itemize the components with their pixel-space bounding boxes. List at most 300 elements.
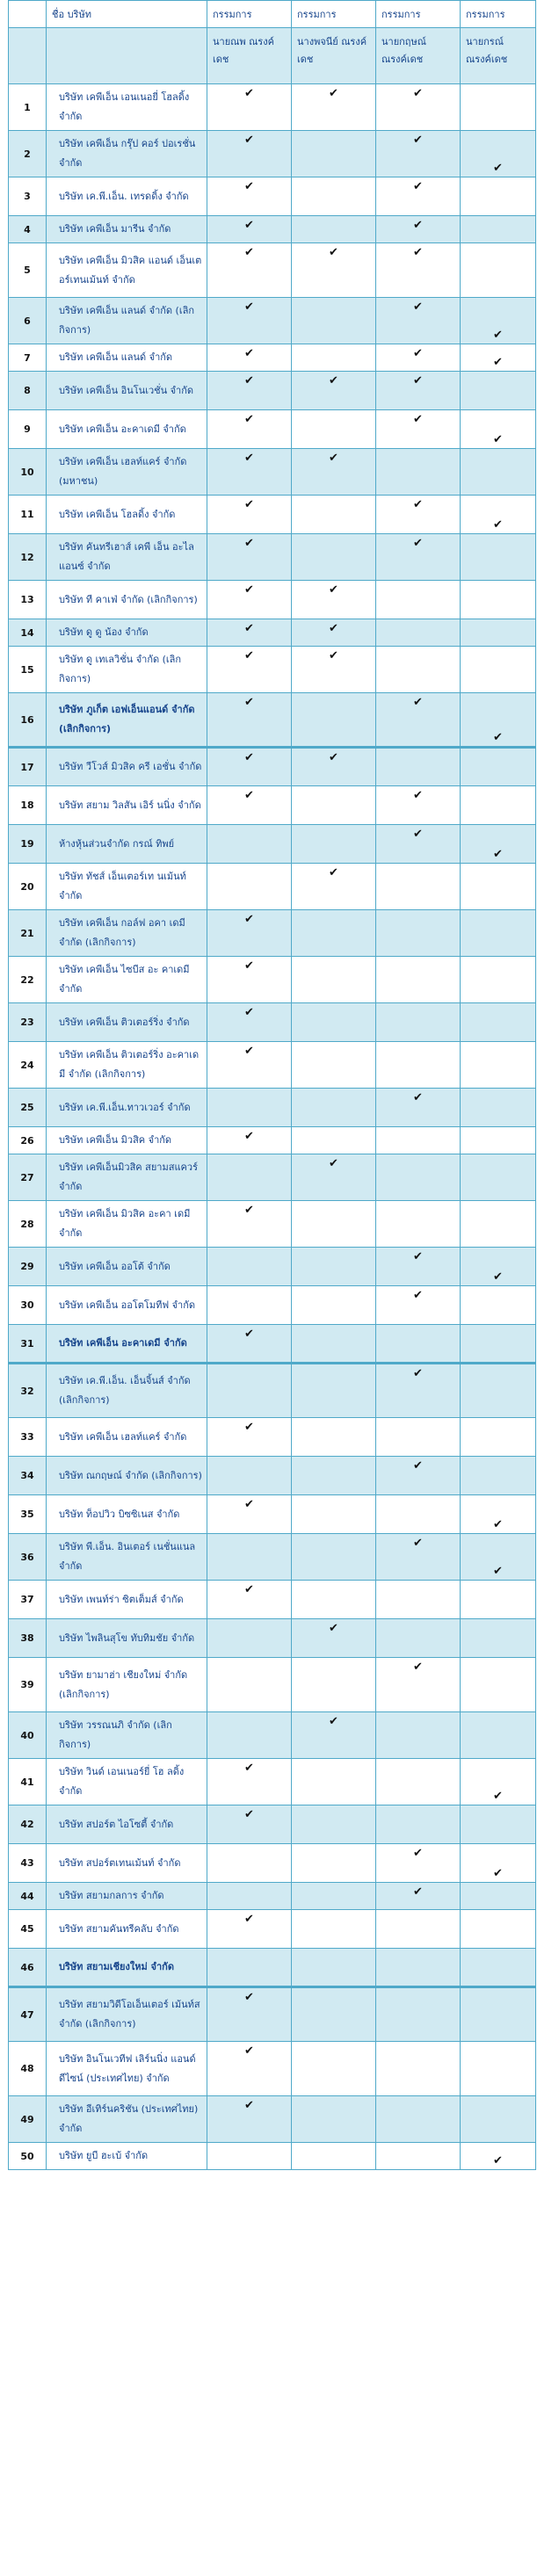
header-row-roles — [9, 1, 536, 28]
table-row — [9, 1658, 536, 1712]
company-name: บริษัท เคพีเอ็น ติวเตอร์ริ่ง อะคาเดมี จำกัด (เลิกกิจการ) — [47, 1042, 207, 1089]
director-2-cell — [292, 1127, 376, 1154]
check-mark-icon: ✔ — [413, 1289, 423, 1302]
director-3-cell — [376, 449, 461, 496]
table-row — [9, 957, 536, 1003]
table-row — [9, 1805, 536, 1844]
company-name: บริษัท เคพีเอ็น อินโนเวชั่น จำกัด — [47, 372, 207, 410]
director-2-cell — [292, 1495, 376, 1534]
director-2-cell — [292, 1325, 376, 1364]
company-name: บริษัท เคพีเอ็น มิวสิค จำกัด — [47, 1127, 207, 1154]
table-body — [9, 84, 536, 2170]
director-3-cell — [376, 1201, 461, 1248]
check-mark-icon: ✔ — [244, 1204, 254, 1217]
director-4-cell — [461, 84, 536, 131]
table-row — [9, 177, 536, 216]
company-name: บริษัท เคพีเอ็น กอล์ฟ อคา เดมี จำกัด (เลิกกิจการ) — [47, 910, 207, 957]
check-mark-icon: ✔ — [413, 87, 423, 100]
director-1-cell — [207, 1495, 292, 1534]
director-4-cell — [461, 693, 536, 748]
check-mark-icon: ✔ — [413, 246, 423, 259]
check-mark-icon: ✔ — [493, 1867, 503, 1880]
row-number: 37 — [9, 1581, 47, 1619]
row-number: 22 — [9, 957, 47, 1003]
company-name: บริษัท เคพีเอ็น มารีน จำกัด — [47, 216, 207, 243]
company-name: บริษัท เคพีเอ็น แลนด์ จำกัด — [47, 344, 207, 372]
director-4-cell — [461, 534, 536, 581]
director-4-cell — [461, 1248, 536, 1286]
director-4-cell — [461, 1418, 536, 1457]
director-3-cell — [376, 216, 461, 243]
row-number: 8 — [9, 372, 47, 410]
director-1-cell — [207, 647, 292, 693]
table-row — [9, 1325, 536, 1364]
director-4-cell — [461, 1949, 536, 1987]
company-name: บริษัท ดู ดู น้อง จำกัด — [47, 619, 207, 647]
director-3-cell — [376, 910, 461, 957]
director-3-cell — [376, 1418, 461, 1457]
row-number: 23 — [9, 1003, 47, 1042]
company-name: บริษัท เค.พี.เอ็น.ทาวเวอร์ จำกัด — [47, 1089, 207, 1127]
director-3-cell — [376, 1457, 461, 1495]
director-1-cell — [207, 243, 292, 298]
check-mark-icon: ✔ — [413, 1885, 423, 1899]
director-1-cell — [207, 1534, 292, 1581]
row-number: 43 — [9, 1844, 47, 1883]
company-name: บริษัท วีโวส์ มิวสิค ครี เอชั่น จำกัด — [47, 748, 207, 786]
company-name: บริษัท ณกฤษณ์ จำกัด (เลิกกิจการ) — [47, 1457, 207, 1495]
director-2-cell — [292, 1201, 376, 1248]
check-mark-icon: ✔ — [244, 649, 254, 662]
director-3-cell — [376, 1712, 461, 1759]
director-1-cell — [207, 619, 292, 647]
row-number: 5 — [9, 243, 47, 298]
table-row — [9, 1987, 536, 2042]
company-name: บริษัท คันทรีเฮาส์ เคพี เอ็น อะไลแอนซ์ จำกัด — [47, 534, 207, 581]
director-1-cell — [207, 1364, 292, 1418]
director-4-cell — [461, 825, 536, 864]
table-row — [9, 825, 536, 864]
director-3-cell — [376, 177, 461, 216]
check-mark-icon: ✔ — [413, 180, 423, 193]
table-row — [9, 1619, 536, 1658]
director-4-cell — [461, 2143, 536, 2170]
director-3-cell — [376, 1581, 461, 1619]
check-mark-icon: ✔ — [413, 1661, 423, 1674]
row-number: 25 — [9, 1089, 47, 1127]
table-row — [9, 693, 536, 748]
header-director-4-name: นายกรณ์ ณรงค์เดช — [461, 28, 536, 84]
director-3-cell — [376, 2096, 461, 2143]
table-row — [9, 864, 536, 910]
company-name: บริษัท ยามาฮ่า เชียงใหม่ จำกัด (เลิกกิจการ) — [47, 1658, 207, 1712]
header-no — [9, 1, 47, 28]
director-2-cell — [292, 1457, 376, 1495]
director-2-cell — [292, 2096, 376, 2143]
check-mark-icon: ✔ — [244, 1913, 254, 1926]
director-3-cell — [376, 496, 461, 534]
director-1-cell — [207, 216, 292, 243]
director-3-cell — [376, 693, 461, 748]
check-mark-icon: ✔ — [413, 1459, 423, 1473]
header-blank-no — [9, 28, 47, 84]
check-mark-icon: ✔ — [413, 134, 423, 147]
company-name: บริษัท เคพีเอ็น เอนเนอยี่ โฮลดิ้ง จำกัด — [47, 84, 207, 131]
director-4-cell — [461, 131, 536, 177]
check-mark-icon: ✔ — [329, 1715, 338, 1728]
director-1-cell — [207, 1418, 292, 1457]
check-mark-icon: ✔ — [413, 300, 423, 314]
company-name: บริษัท ยูบี ฮะเบ้ จำกัด — [47, 2143, 207, 2170]
table-row — [9, 372, 536, 410]
director-3-cell — [376, 619, 461, 647]
check-mark-icon: ✔ — [413, 498, 423, 511]
director-2-cell — [292, 1003, 376, 1042]
check-mark-icon: ✔ — [329, 1622, 338, 1635]
company-name: บริษัท สยามเชียงใหม่ จำกัด — [47, 1949, 207, 1987]
director-4-cell — [461, 1201, 536, 1248]
row-number: 3 — [9, 177, 47, 216]
check-mark-icon: ✔ — [329, 1157, 338, 1170]
check-mark-icon: ✔ — [413, 1250, 423, 1263]
check-mark-icon: ✔ — [493, 848, 503, 861]
director-1-cell — [207, 1201, 292, 1248]
company-name: บริษัท ภูเก็ต เอฟเอ็นแอนด์ จำกัด (เลิกกิจการ) — [47, 693, 207, 748]
company-name: บริษัท สยามกลการ จำกัด — [47, 1883, 207, 1910]
director-4-cell — [461, 496, 536, 534]
header-company-name: ชื่อ บริษัท — [47, 1, 207, 28]
table-row — [9, 1457, 536, 1495]
company-name: บริษัท เพนท์ร่า ซิตเต็มส์ จำกัด — [47, 1581, 207, 1619]
director-1-cell — [207, 693, 292, 748]
director-1-cell — [207, 177, 292, 216]
company-name: บริษัท เคพีเอ็น กรุ๊ป คอร์ ปอเรชั่น จำกัด — [47, 131, 207, 177]
director-2-cell — [292, 177, 376, 216]
row-number: 49 — [9, 2096, 47, 2143]
table-row — [9, 1003, 536, 1042]
row-number: 6 — [9, 298, 47, 344]
check-mark-icon: ✔ — [329, 866, 338, 879]
director-4-cell — [461, 864, 536, 910]
check-mark-icon: ✔ — [413, 789, 423, 802]
director-3-cell — [376, 298, 461, 344]
director-4-cell — [461, 1495, 536, 1534]
company-name: บริษัท สยามคันทรีคลับ จำกัด — [47, 1910, 207, 1949]
director-1-cell — [207, 2143, 292, 2170]
company-name: บริษัท สยาม วิลสัน เอิร์ นนิ่ง จำกัด — [47, 786, 207, 825]
director-2-cell — [292, 1987, 376, 2042]
director-1-cell — [207, 1581, 292, 1619]
director-1-cell — [207, 581, 292, 619]
director-3-cell — [376, 1534, 461, 1581]
check-mark-icon: ✔ — [493, 1518, 503, 1531]
check-mark-icon: ✔ — [244, 913, 254, 926]
company-name: บริษัท ที คาเฟ่ จำกัด (เลิกกิจการ) — [47, 581, 207, 619]
check-mark-icon: ✔ — [244, 413, 254, 426]
row-number: 50 — [9, 2143, 47, 2170]
check-mark-icon: ✔ — [244, 751, 254, 764]
director-4-cell — [461, 2096, 536, 2143]
check-mark-icon: ✔ — [329, 649, 338, 662]
company-name: บริษัท เคพีเอ็น ออโต้ จำกัด — [47, 1248, 207, 1286]
director-3-cell — [376, 410, 461, 449]
director-2-cell — [292, 2042, 376, 2096]
check-mark-icon: ✔ — [244, 300, 254, 314]
company-name: บริษัท เคพีเอ็น เฮลท์แคร์ จำกัด — [47, 1418, 207, 1457]
director-4-cell — [461, 1325, 536, 1364]
table-row — [9, 647, 536, 693]
director-4-cell — [461, 1619, 536, 1658]
header-director-1-role: กรรมการ — [207, 1, 292, 28]
company-name: บริษัท พี.เอ็น. อินเตอร์ เนชั่นแนล จำกัด — [47, 1534, 207, 1581]
director-3-cell — [376, 1325, 461, 1364]
director-1-cell — [207, 1883, 292, 1910]
director-1-cell — [207, 1805, 292, 1844]
director-2-cell — [292, 1581, 376, 1619]
director-2-cell — [292, 1286, 376, 1325]
header-row-names — [9, 28, 536, 84]
row-number: 34 — [9, 1457, 47, 1495]
check-mark-icon: ✔ — [244, 87, 254, 100]
check-mark-icon: ✔ — [244, 1583, 254, 1596]
director-1-cell — [207, 1987, 292, 2042]
director-2-cell — [292, 1658, 376, 1712]
director-1-cell — [207, 1325, 292, 1364]
check-mark-icon: ✔ — [244, 219, 254, 232]
table-row — [9, 1883, 536, 1910]
row-number: 40 — [9, 1712, 47, 1759]
row-number: 1 — [9, 84, 47, 131]
director-1-cell — [207, 84, 292, 131]
director-2-cell — [292, 581, 376, 619]
table-row — [9, 1248, 536, 1286]
table-header — [9, 1, 536, 84]
director-2-cell — [292, 243, 376, 298]
director-2-cell — [292, 1910, 376, 1949]
check-mark-icon: ✔ — [244, 1421, 254, 1434]
director-1-cell — [207, 1759, 292, 1805]
check-mark-icon: ✔ — [244, 246, 254, 259]
table-row — [9, 1534, 536, 1581]
check-mark-icon: ✔ — [329, 374, 338, 387]
check-mark-icon: ✔ — [493, 2154, 503, 2167]
company-name: บริษัท ดู เทเลวิชั่น จำกัด (เลิกกิจการ) — [47, 647, 207, 693]
director-2-cell — [292, 1712, 376, 1759]
check-mark-icon: ✔ — [244, 1006, 254, 1019]
header-director-3-name: นายกฤษณ์ ณรงค์เดช — [376, 28, 461, 84]
director-4-cell — [461, 1089, 536, 1127]
director-1-cell — [207, 1286, 292, 1325]
director-4-cell — [461, 449, 536, 496]
director-4-cell — [461, 216, 536, 243]
row-number: 35 — [9, 1495, 47, 1534]
row-number: 47 — [9, 1987, 47, 2042]
director-3-cell — [376, 372, 461, 410]
director-4-cell — [461, 1910, 536, 1949]
director-3-cell — [376, 243, 461, 298]
row-number: 11 — [9, 496, 47, 534]
director-3-cell — [376, 1844, 461, 1883]
row-number: 4 — [9, 216, 47, 243]
check-mark-icon: ✔ — [493, 356, 503, 369]
table-row — [9, 2096, 536, 2143]
director-2-cell — [292, 1844, 376, 1883]
check-mark-icon: ✔ — [244, 1991, 254, 2004]
row-number: 24 — [9, 1042, 47, 1089]
director-2-cell — [292, 864, 376, 910]
director-3-cell — [376, 84, 461, 131]
director-3-cell — [376, 957, 461, 1003]
table-row — [9, 581, 536, 619]
row-number: 31 — [9, 1325, 47, 1364]
director-4-cell — [461, 298, 536, 344]
director-4-cell — [461, 1534, 536, 1581]
check-mark-icon: ✔ — [413, 1367, 423, 1380]
row-number: 14 — [9, 619, 47, 647]
director-3-cell — [376, 1619, 461, 1658]
director-4-cell — [461, 786, 536, 825]
row-number: 26 — [9, 1127, 47, 1154]
table-row — [9, 298, 536, 344]
director-3-cell — [376, 825, 461, 864]
header-director-4-role: กรรมการ — [461, 1, 536, 28]
director-3-cell — [376, 534, 461, 581]
table-row — [9, 534, 536, 581]
director-4-cell — [461, 1759, 536, 1805]
director-3-cell — [376, 1987, 461, 2042]
table-row — [9, 1581, 536, 1619]
director-2-cell — [292, 619, 376, 647]
check-mark-icon: ✔ — [413, 537, 423, 550]
director-1-cell — [207, 910, 292, 957]
header-director-2-role: กรรมการ — [292, 1, 376, 28]
company-name: บริษัท เคพีเอ็น เฮลท์แคร์ จำกัด (มหาชน) — [47, 449, 207, 496]
row-number: 28 — [9, 1201, 47, 1248]
director-4-cell — [461, 344, 536, 372]
header-director-2-name: นางพจนีย์ ณรงค์เดช — [292, 28, 376, 84]
director-4-cell — [461, 1042, 536, 1089]
company-name: บริษัท ท็อปวิว บิซซิเนส จำกัด — [47, 1495, 207, 1534]
company-name: บริษัท เคพีเอ็น ออโตโมทีฟ จำกัด — [47, 1286, 207, 1325]
row-number: 41 — [9, 1759, 47, 1805]
director-1-cell — [207, 1457, 292, 1495]
director-3-cell — [376, 647, 461, 693]
director-4-cell — [461, 410, 536, 449]
table-row — [9, 786, 536, 825]
director-2-cell — [292, 825, 376, 864]
director-1-cell — [207, 1949, 292, 1987]
director-2-cell — [292, 786, 376, 825]
check-mark-icon: ✔ — [244, 498, 254, 511]
director-1-cell — [207, 1619, 292, 1658]
director-1-cell — [207, 372, 292, 410]
table-row — [9, 1042, 536, 1089]
director-3-cell — [376, 1042, 461, 1089]
director-4-cell — [461, 1883, 536, 1910]
check-mark-icon: ✔ — [244, 537, 254, 550]
check-mark-icon: ✔ — [244, 1045, 254, 1058]
director-3-cell — [376, 2042, 461, 2096]
director-2-cell — [292, 1089, 376, 1127]
table-row — [9, 2042, 536, 2096]
director-2-cell — [292, 372, 376, 410]
director-3-cell — [376, 1248, 461, 1286]
check-mark-icon: ✔ — [244, 180, 254, 193]
row-number: 48 — [9, 2042, 47, 2096]
director-1-cell — [207, 449, 292, 496]
check-mark-icon: ✔ — [493, 518, 503, 532]
row-number: 46 — [9, 1949, 47, 1987]
check-mark-icon: ✔ — [413, 413, 423, 426]
check-mark-icon: ✔ — [493, 1270, 503, 1284]
director-1-cell — [207, 786, 292, 825]
director-4-cell — [461, 957, 536, 1003]
director-3-cell — [376, 748, 461, 786]
table-row — [9, 131, 536, 177]
table-row — [9, 1949, 536, 1987]
director-2-cell — [292, 910, 376, 957]
check-mark-icon: ✔ — [244, 583, 254, 597]
director-1-cell — [207, 748, 292, 786]
director-1-cell — [207, 1844, 292, 1883]
director-2-cell — [292, 1364, 376, 1418]
check-mark-icon: ✔ — [244, 347, 254, 360]
check-mark-icon: ✔ — [329, 751, 338, 764]
company-name: บริษัท เคพีเอ็น ไซบีส อะ คาเดมี จำกัด — [47, 957, 207, 1003]
director-1-cell — [207, 534, 292, 581]
director-4-cell — [461, 1127, 536, 1154]
director-4-cell — [461, 1286, 536, 1325]
check-mark-icon: ✔ — [244, 789, 254, 802]
director-1-cell — [207, 410, 292, 449]
director-2-cell — [292, 1759, 376, 1805]
header-director-3-role: กรรมการ — [376, 1, 461, 28]
director-1-cell — [207, 298, 292, 344]
director-2-cell — [292, 131, 376, 177]
director-3-cell — [376, 1127, 461, 1154]
director-3-cell — [376, 581, 461, 619]
company-name: บริษัท สยามวิดีโอเอ็นเตอร์ เม้นท์ส จำกัด (เลิกกิจการ) — [47, 1987, 207, 2042]
table-row — [9, 910, 536, 957]
row-number: 42 — [9, 1805, 47, 1844]
director-1-cell — [207, 1658, 292, 1712]
director-1-cell — [207, 1003, 292, 1042]
director-4-cell — [461, 372, 536, 410]
company-name: บริษัท เคพีเอ็น แลนด์ จำกัด (เลิกกิจการ) — [47, 298, 207, 344]
row-number: 32 — [9, 1364, 47, 1418]
director-1-cell — [207, 2096, 292, 2143]
table-row — [9, 410, 536, 449]
check-mark-icon: ✔ — [413, 1091, 423, 1104]
check-mark-icon: ✔ — [329, 246, 338, 259]
check-mark-icon: ✔ — [413, 347, 423, 360]
company-name: บริษัท เคพีเอ็น ติวเตอร์ริ่ง จำกัด — [47, 1003, 207, 1042]
director-3-cell — [376, 1089, 461, 1127]
company-name: บริษัท เคพีเอ็น โฮลดิ้ง จำกัด — [47, 496, 207, 534]
director-2-cell — [292, 84, 376, 131]
director-2-cell — [292, 647, 376, 693]
row-number: 27 — [9, 1154, 47, 1201]
check-mark-icon: ✔ — [244, 134, 254, 147]
director-4-cell — [461, 619, 536, 647]
check-mark-icon: ✔ — [244, 374, 254, 387]
check-mark-icon: ✔ — [244, 2044, 254, 2058]
director-2-cell — [292, 496, 376, 534]
check-mark-icon: ✔ — [413, 828, 423, 841]
director-4-cell — [461, 177, 536, 216]
director-3-cell — [376, 131, 461, 177]
director-2-cell — [292, 957, 376, 1003]
